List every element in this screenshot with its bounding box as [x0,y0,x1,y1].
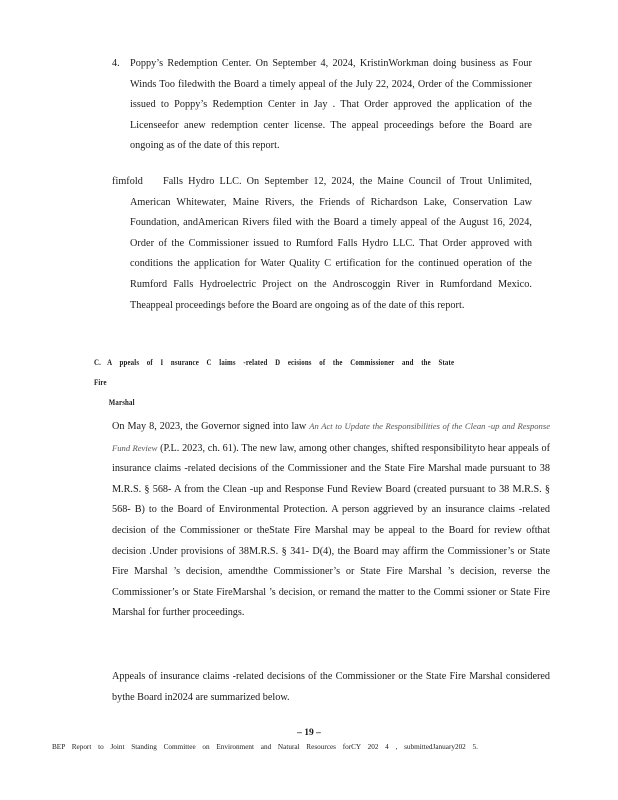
section-heading [94,353,466,413]
paragraph-text-rest: (P.L. 2023, ch. 61). The new law, among other changes, shifted responsibilityto hear appeals of insurance claims -related decisions of the Commissioner and the State Fire Marshal made pursuant to 38 M.R.S. § 568- A from the Clean -up and Response Fund Review Board (created pursuant to 38 M.R.S. § 568- B) to the Board of Environmental Protection. A person aggrieved by an insurance claims -related decision of the Commissioner or theState Fire Marshal may be appeal to the Board for review ofthat decision .Under provisions of 38M.R.S. § 341- D(4), the Board may affirm the Commissioner’s or State Fire Marshal ’s decision, amendthe Commissioner’s or State Fire Marshal ’s decision, reverse the Commissioner’s or State FireMarshal ’s decision, or remand the matter to the Commi ssioner or State Fire Marshal for further proceedings. [112,442,551,619]
paragraph-text-start: On May 8, 2023, the Governor signed into law [112,421,307,432]
paragraph-2: Appeals of insurance claims -related decisions of the Commissioner or the State Fire Marshal considered bythe Board in2024 are summarized below. [112,671,550,703]
page-number: – 19 – [297,728,321,738]
list-item-4 [112,54,532,157]
section-letter: C. [94,358,102,367]
footer-text: BEP Report to Joint Standing Committee on Environment and Natural Resources forCY 202 4 , submittedJanuary202 5. [52,742,478,751]
paragraph-1 [112,416,550,624]
list-item-text: Poppy’s Redemption Center. On September 4, 2024, KristinWorkman doing business as Four Winds Too filedwith the Board a timely appeal of the July 22, 2024, Order of the Commissioner issued to Poppy’s Redemption Center in Jay . That Order approved the application of the Licenseefor anew redemption center license. The appeal proceedings before the Board are ongoing as of the date of this report. [130,58,532,152]
list-item-5 [112,172,532,316]
section-title-line-2: Marshal [108,398,135,407]
list-item-lead: fimfold [112,176,143,187]
list-item-text: Falls Hydro LLC. On September 12, 2024, the Maine Council of Trout Unlimited, American Whitewater, Maine Rivers, the Friends of Richardson Lake, Conservation Law Foundation, andAmerican Rivers filed with the Board a timely appeal of the August 16, 2024, Order of the Commissioner issued to Rumford Falls Hydro LLC. That Order approved with conditions the application for Water Quality C ertification for the continued operation of the Rumford Falls Hydroelectric Project on the Androscoggin River in Rumfordand Mexico. Theappeal proceedings before the Board are ongoing as of the date of this report. [130,176,532,311]
act-title: An Act to Update the Responsibilities of the Clean -up and Response Fund Review [112,421,551,453]
list-item-number: 4. [112,58,120,69]
section-title-line-1: A ppeals of I nsurance C laims -related D ecisions of the Commissioner and the State Fire [94,358,455,387]
